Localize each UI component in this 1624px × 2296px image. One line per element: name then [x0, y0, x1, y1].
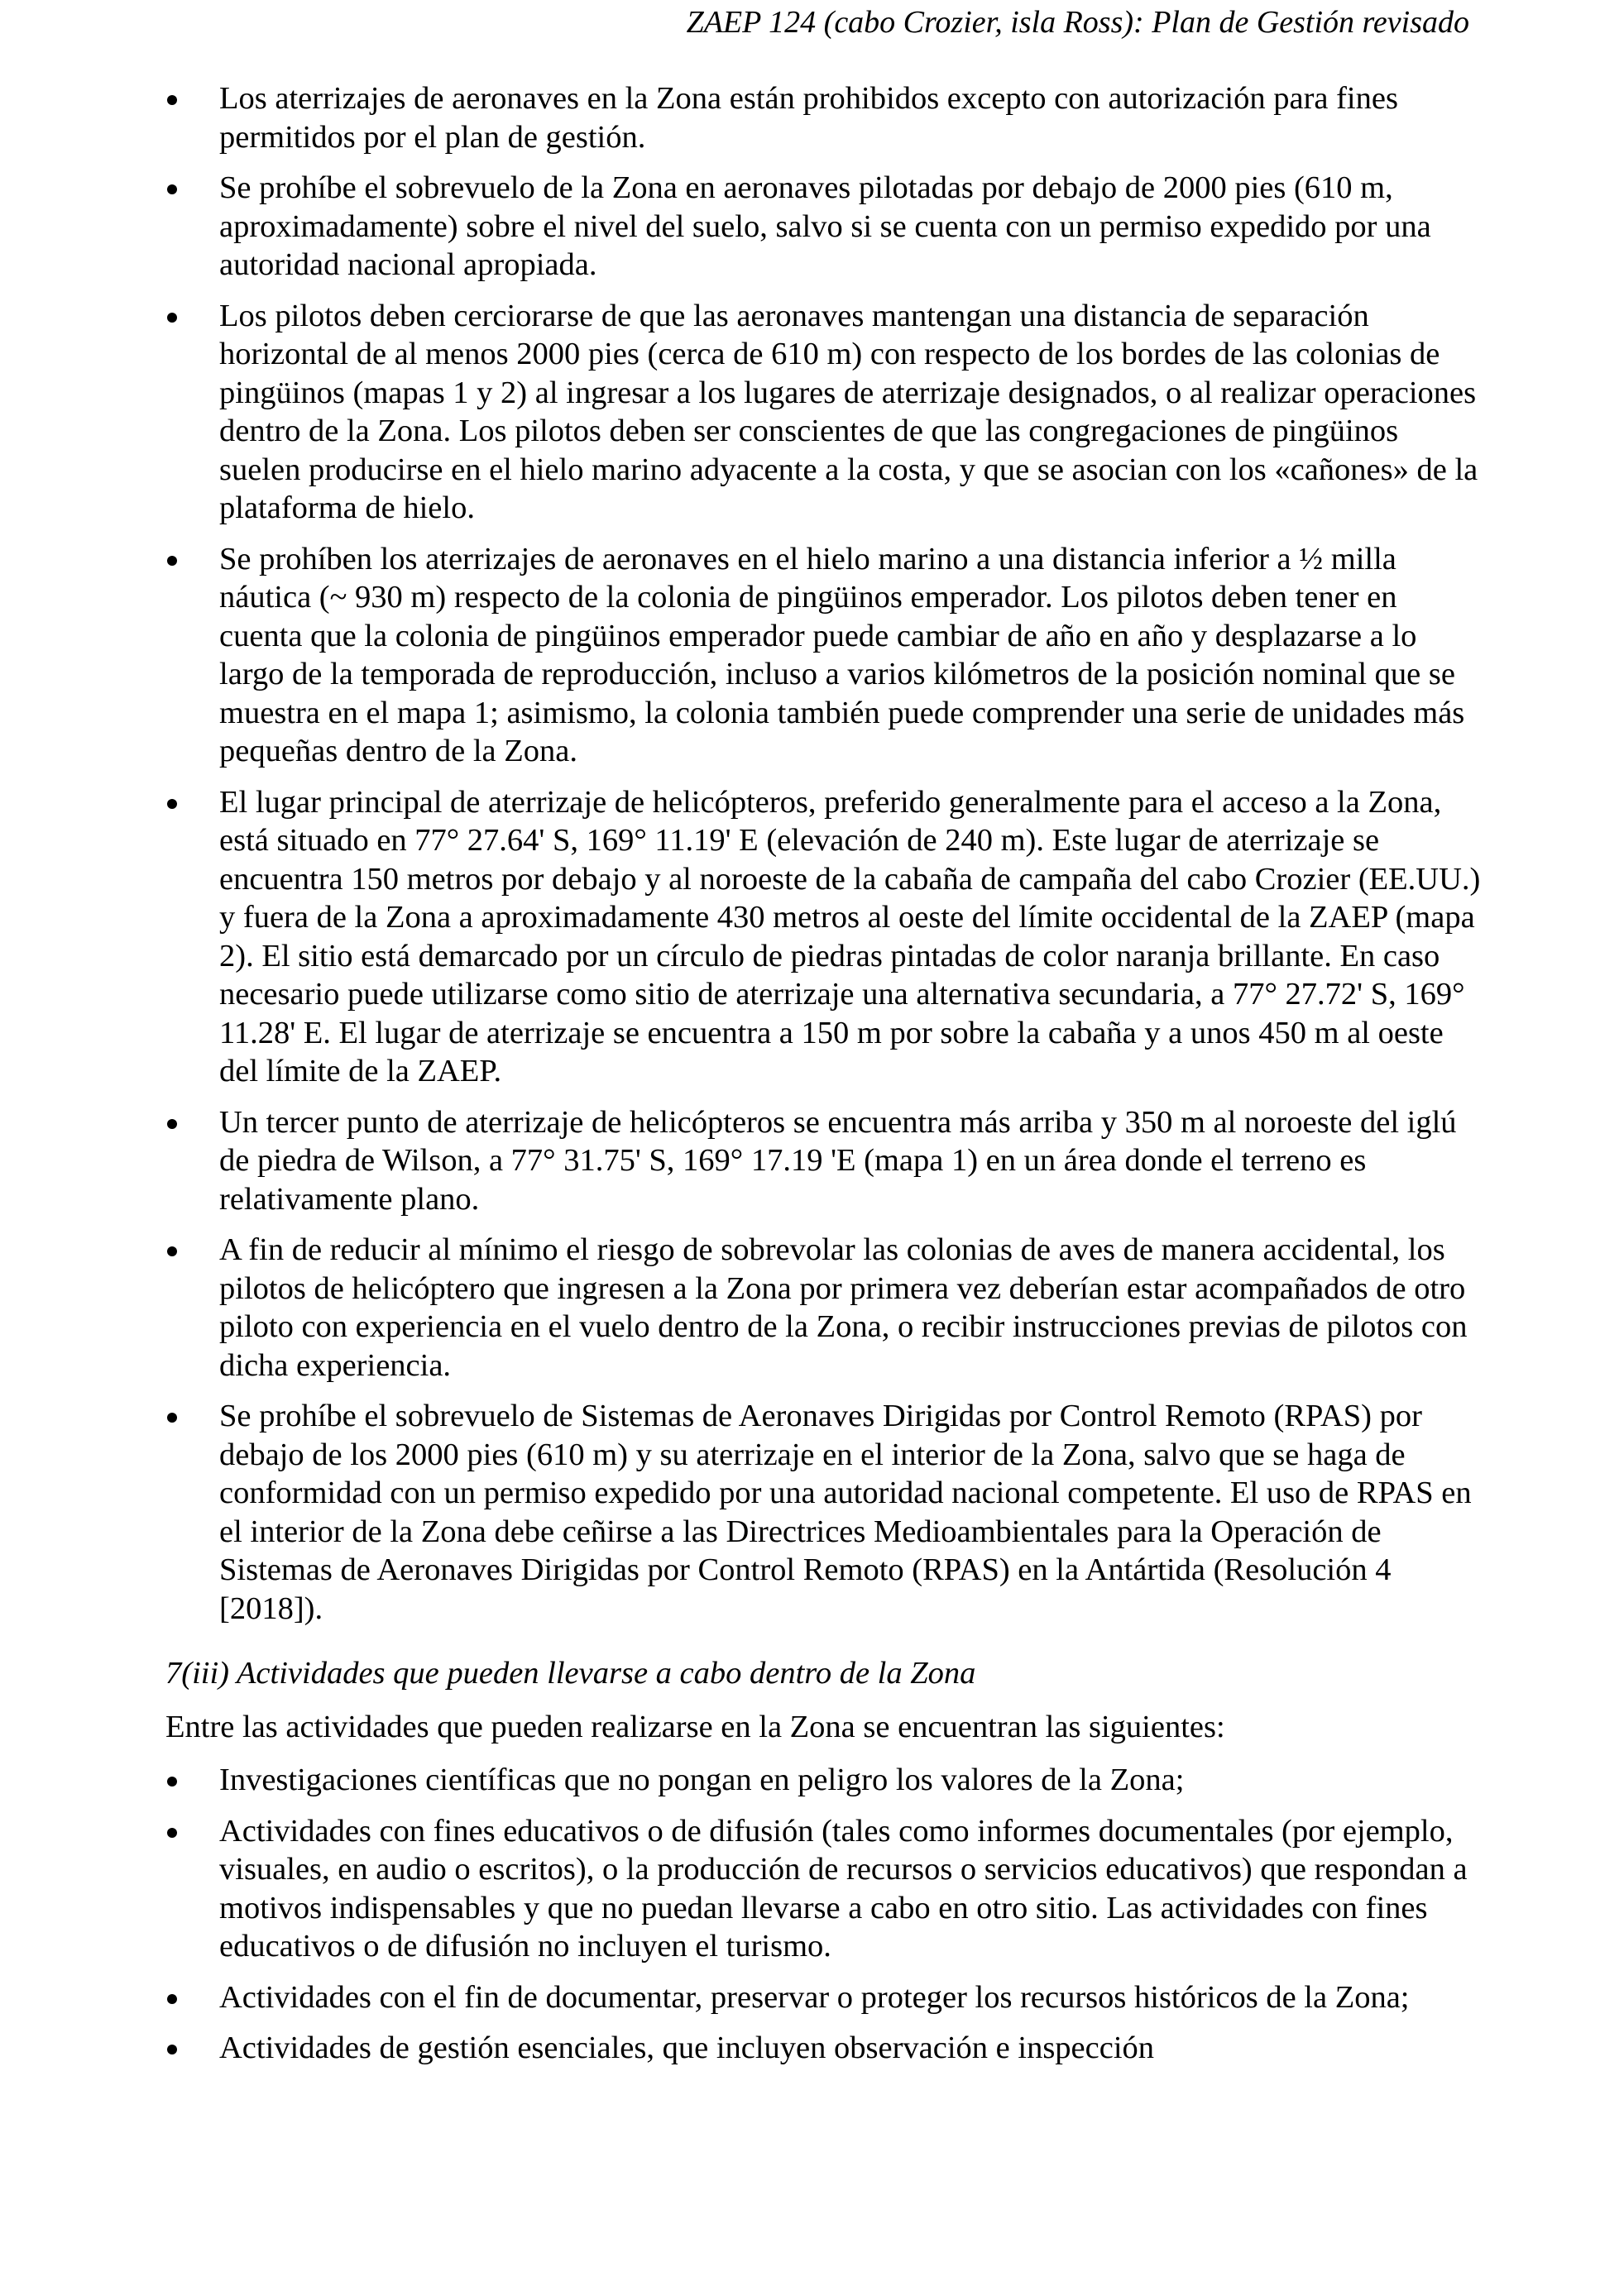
list-item: [165, 1761, 1481, 1800]
list-item-text: El lugar principal de aterrizaje de helicópteros, preferido generalmente para el acceso a la Zona, está situado en 77° 27.64' S, 169° 11.19' E (elevación de 240 m). Este lugar de aterrizaje se encuentra 150 metros por debajo y al noroeste de la cabaña de campaña del cabo Crozier (EE.UU.) y fuera de la Zona a aproximadamente 430 metros al oeste del límite occidental de la ZAEP (mapa 2). El sitio está demarcado por un círculo de piedras pintadas de color naranja brillante. En caso necesario puede utilizarse como sitio de aterrizaje una alternativa secundaria, a 77° 27.72' S, 169° 11.28' E. El lugar de aterrizaje se encuentra a 150 m por sobre la cabaña y a unos 450 m al oeste del límite de la ZAEP.: [219, 784, 1481, 1088]
list-item-text: Actividades con fines educativos o de difusión (tales como informes documentales (por ejemplo, visuales, en audio o escritos), o la producción de recursos o servicios educativos) que respondan a motivos indispensables y que no puedan llevarse a cabo en otro sitio. Las actividades con fines educativos o de difusión no incluyen el turismo.: [219, 1813, 1468, 1964]
list-item-text: Se prohíben los aterrizajes de aeronaves en el hielo marino a una distancia inferior a ½ milla náutica (~ 930 m) respecto de la colonia de pingüinos emperador. Los pilotos deben tener en cuenta que la colonia de pingüinos emperador puede cambiar de año en año y desplazarse a lo largo de la temporada de reproducción, incluso a varios kilómetros de la posición nominal que se muestra en el mapa 1; asimismo, la colonia también puede comprender una serie de unidades más pequeñas dentro de la Zona.: [219, 541, 1465, 768]
list-item: [165, 1231, 1481, 1385]
list-item-text: Se prohíbe el sobrevuelo de Sistemas de Aeronaves Dirigidas por Control Remoto (RPAS) por debajo de los 2000 pies (610 m) y su aterrizaje en el interior de la Zona, salvo que se haga de conformidad con un permiso expedido por una autoridad nacional competente. El uso de RPAS en el interior de la Zona debe ceñirse a las Directrices Medioambientales para la Operación de Sistemas de Aeronaves Dirigidas por Control Remoto (RPAS) en la Antártida (Resolución 4 [2018]).: [219, 1399, 1472, 1626]
list-item-text: Investigaciones científicas que no pongan en peligro los valores de la Zona;: [219, 1763, 1185, 1797]
list-item: [165, 1978, 1481, 2017]
page-content: [165, 79, 1481, 2080]
list-item: [165, 1397, 1481, 1628]
list-item: [165, 540, 1481, 771]
list-item: [165, 2029, 1481, 2068]
list-item-text: Se prohíbe el sobrevuelo de la Zona en aeronaves pilotadas por debajo de 2000 pies (610 m, aproximadamente) sobre el nivel del suelo, salvo si se cuenta con un permiso expedido por una autoridad nacional apropiada.: [219, 170, 1431, 282]
section-intro: Entre las actividades que pueden realizarse en la Zona se encuentran las siguientes:: [165, 1709, 1225, 1744]
list-item: [165, 79, 1481, 156]
list-item: [165, 1812, 1481, 1966]
list-item-text: Los aterrizajes de aeronaves en la Zona están prohibidos excepto con autorización para fines permitidos por el plan de gestión.: [219, 81, 1398, 155]
list-item-text: Actividades de gestión esenciales, que incluyen observación e inspección: [219, 2031, 1155, 2065]
activities-list: [165, 1761, 1481, 2068]
list-item-text: A fin de reducir al mínimo el riesgo de sobrevolar las colonias de aves de manera accidental, los pilotos de helicóptero que ingresen a la Zona por primera vez deberían estar acompañados de otro piloto con experiencia en el vuelo dentro de la Zona, o recibir instrucciones previas de pilotos con dicha experiencia.: [219, 1232, 1468, 1383]
running-header: ZAEP 124 (cabo Crozier, isla Ross): Plan de Gestión revisado: [686, 5, 1469, 40]
list-item-text: Un tercer punto de aterrizaje de helicópteros se encuentra más arriba y 350 m al noroeste del iglú de piedra de Wilson, a 77° 31.75' S, 169° 17.19 'E (mapa 1) en un área donde el terreno es relativamente plano.: [219, 1104, 1457, 1217]
list-item-text: Los pilotos deben cerciorarse de que las aeronaves mantengan una distancia de separación horizontal de al menos 2000 pies (cerca de 610 m) con respecto de los bordes de las colonias de pingüinos (mapas 1 y 2) al ingresar a los lugares de aterrizaje designados, o al realizar operaciones dentro de la Zona. Los pilotos deben ser conscientes de que las congregaciones de pingüinos suelen producirse en el hielo marino adyacente a la costa, y que se asocian con los «cañones» de la plataforma de hielo.: [219, 298, 1478, 525]
section-heading: 7(iii) Actividades que pueden llevarse a cabo dentro de la Zona: [165, 1656, 976, 1691]
list-item-text: Actividades con el fin de documentar, preservar o proteger los recursos históricos de la Zona;: [219, 1979, 1410, 2015]
list-item: [165, 169, 1481, 285]
list-item: [165, 1103, 1481, 1219]
list-item: [165, 297, 1481, 528]
list-item: [165, 783, 1481, 1091]
aircraft-rules-list: [165, 79, 1481, 1628]
